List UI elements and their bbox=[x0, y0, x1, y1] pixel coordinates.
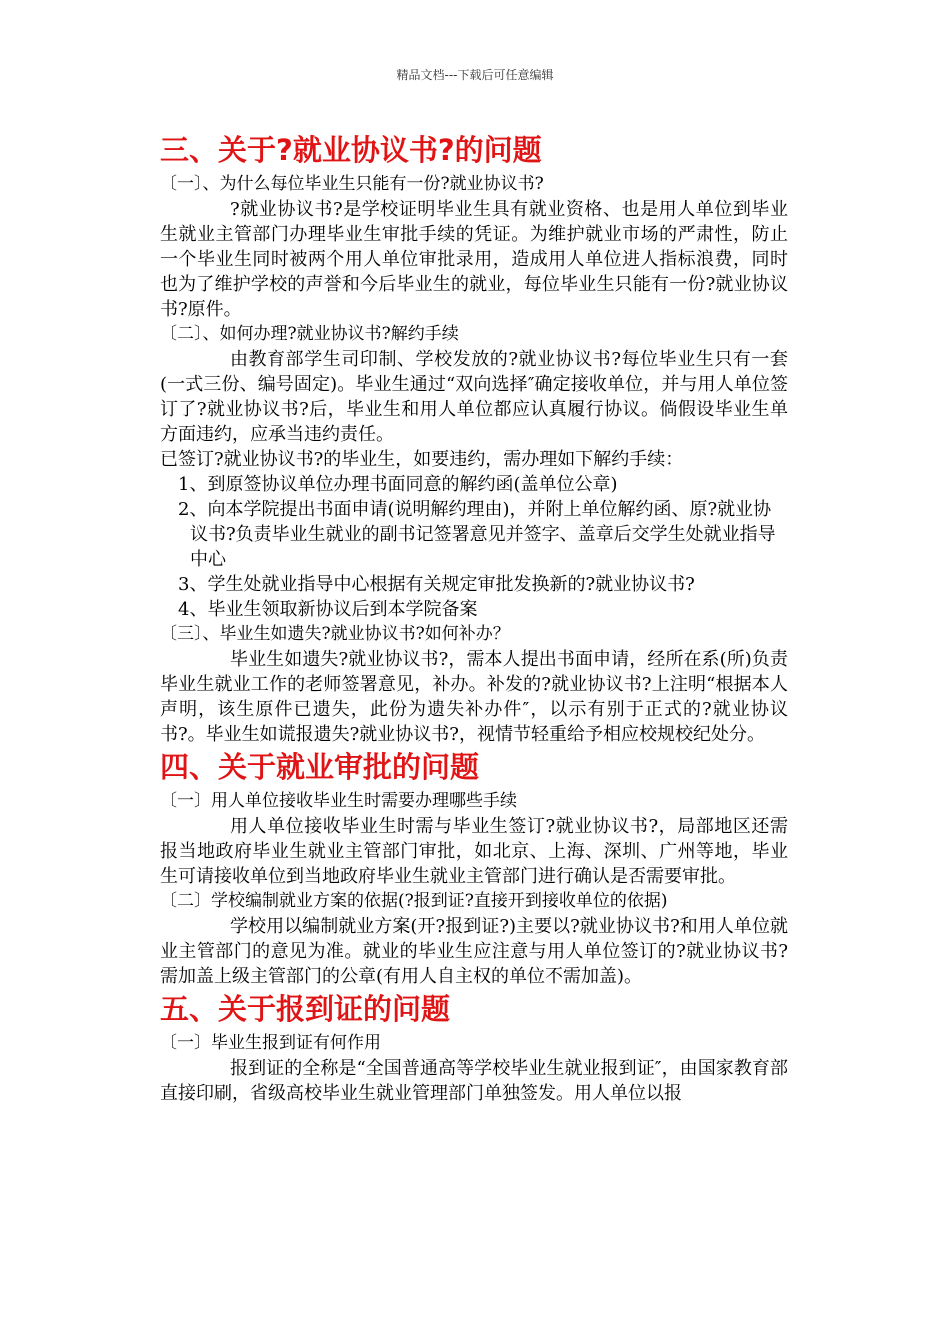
section-4-q2: 〔二〕学校编制就业方案的依据(?报到证?直接开到接收单位的依据) bbox=[160, 891, 668, 911]
step-2b: 议书?负责毕业生就业的副书记签署意见并签字、盖章后交学生处就业指导 bbox=[190, 524, 776, 545]
section-3-q3: 〔三〕、毕业生如遗失?就业协议书?如何补办？ bbox=[160, 624, 510, 644]
step-4: 4、毕业生领取新协议后到本学院备案 bbox=[178, 599, 478, 620]
section-5-q1: 〔一〕毕业生报到证有何作用 bbox=[160, 1033, 381, 1053]
section-3-p2b: 已签订?就业协议书?的毕业生，如要违约，需办理如下解约手续： bbox=[160, 449, 684, 470]
step-2c: 中心 bbox=[190, 549, 226, 570]
section-3-p1: ?就业协议书?是学校证明毕业生具有就业资格、也是用人单位到毕业生就业主管部门办理毕业生审批手续的凭证。为维护就业市场的严肃性，防止一个毕业生同时被两个用人单位审批录用，造成用人单位进人指标浪费，同时也为了维护学校的声誉和今后毕业生的就业，每位毕业生只能有一份?就业协议书?原件。 bbox=[160, 199, 788, 320]
section-5-title: 五、关于报到证的问题 bbox=[160, 992, 451, 1026]
section-3-q2: 〔二〕、如何办理?就业协议书?解约手续 bbox=[160, 324, 459, 344]
document-body bbox=[160, 130, 788, 1106]
section-5-p1: 报到证的全称是“全国普通高等学校毕业生就业报到证″，由国家教育部直接印刷，省级高校毕业生就业管理部门单独签发。用人单位以报 bbox=[160, 1058, 788, 1104]
section-3-p2: 由教育部学生司印制、学校发放的?就业协议书?每位毕业生只有一套(一式三份、编号固定)。毕业生通过“双向选择″确定接收单位，并与用人单位签订了?就业协议书?后，毕业生和用人单位都应认真履行协议。倘假设毕业生单方面违约，应承当违约责任。 bbox=[160, 349, 788, 445]
section-3-q1: 〔一〕、为什么每位毕业生只能有一份?就业协议书? bbox=[160, 174, 544, 194]
section-4-title: 四、关于就业审批的问题 bbox=[160, 750, 480, 784]
section-4-p2: 学校用以编制就业方案(开?报到证?)主要以?就业协议书?和用人单位就业主管部门的意见为准。就业的毕业生应注意与用人单位签订的?就业协议书?需加盖上级主管部门的公章(有用人自主权的单位不需加盖)。 bbox=[160, 916, 788, 987]
step-2a: 2、向本学院提出书面申请(说明解约理由)，并附上单位解约函、原?就业协 bbox=[178, 499, 772, 520]
page-header: 精品文档---下载后可任意编辑 bbox=[396, 68, 554, 82]
step-3: 3、学生处就业指导中心根据有关规定审批发换新的?就业协议书? bbox=[178, 574, 695, 595]
step-1: 1、到原签协议单位办理书面同意的解约函(盖单位公章) bbox=[178, 474, 618, 495]
section-4-p1: 用人单位接收毕业生时需与毕业生签订?就业协议书?，局部地区还需报当地政府毕业生就业主管部门审批，如北京、上海、深圳、广州等地，毕业生可请接收单位到当地政府毕业生就业主管部门进行确认是否需要审批。 bbox=[160, 816, 788, 887]
section-3-title: 三、关于?就业协议书?的问题 bbox=[160, 133, 542, 167]
section-4-q1: 〔一〕用人单位接收毕业生时需要办理哪些手续 bbox=[160, 791, 517, 811]
section-3-p3: 毕业生如遗失?就业协议书?，需本人提出书面申请，经所在系(所)负责毕业生就业工作的老师签署意见，补办。补发的?就业协议书?上注明“根据本人声明，该生原件已遗失，此份为遗失补办件″，以示有别于正式的?就业协议书?。毕业生如谎报遗失?就业协议书?，视情节轻重给予相应校规校纪处分。 bbox=[160, 649, 788, 745]
